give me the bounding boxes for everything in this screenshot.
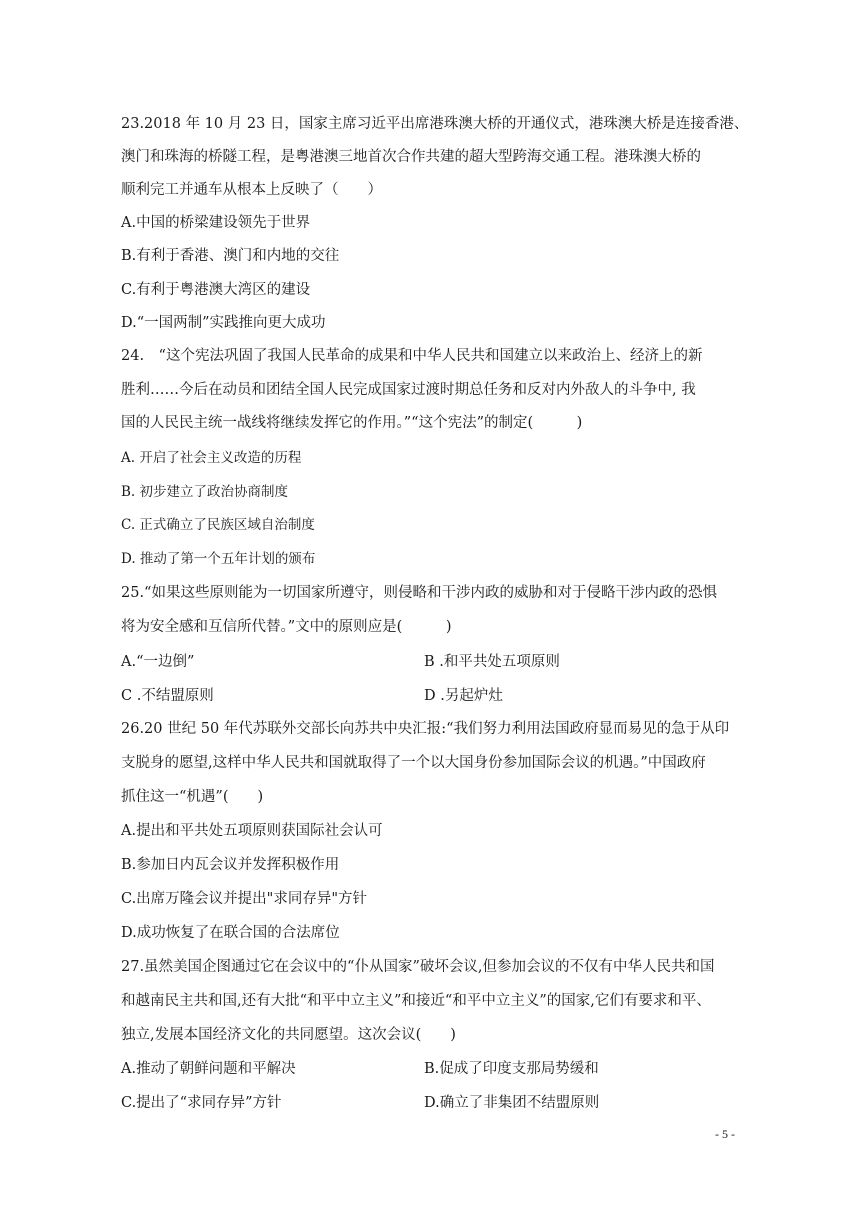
q24-option-c: C. 正式确立了民族区域自治制度	[121, 517, 315, 533]
q25-option-c: C .不结盟原则	[121, 688, 214, 704]
q26-stem-line-2: 支脱身的愿望,这样中华人民共和国就取得了一个以大国身份参加国际会议的机遇。”中国政府	[121, 755, 706, 771]
q24-stem-line-2: 胜利……今后在动员和团结全国人民完成国家过渡时期总任务和反对内外敌人的斗争中, 我	[121, 382, 696, 398]
q27-option-d: D.确立了非集团不结盟原则	[424, 1095, 600, 1111]
q23-stem-line-2: 澳门和珠海的桥隧工程，是粤港澳三地首次合作共建的超大型跨海交通工程。港珠澳大桥的	[121, 149, 701, 165]
q27-option-c: C.提出了“求同存异”方针	[121, 1095, 282, 1111]
q27-stem-line-2: 和越南民主共和国,还有大批“和平中立主义”和接近“和平中立主义”的国家,它们有要求和平、	[121, 993, 711, 1009]
page-number: - 5 -	[715, 1127, 735, 1141]
q23-stem-line-3: 顺利完工并通车从根本上反映了（ ）	[121, 182, 382, 198]
q26-stem-line-1: 26.20 世纪 50 年代苏联外交部长向苏共中央汇报:“我们努力利用法国政府显而易见的急于从印	[121, 721, 730, 737]
q27-stem-line-3: 独立,发展本国经济文化的共同愿望。这次会议( )	[121, 1027, 456, 1043]
q25-option-d: D .另起炉灶	[424, 688, 503, 704]
q25-option-a: A.“一边倒”	[121, 654, 195, 670]
q24-option-b: B. 初步建立了政治协商制度	[121, 484, 289, 500]
q26-option-c: C.出席万隆会议并提出"求同存异"方针	[121, 891, 368, 907]
q24-stem-line-1: 24. “这个宪法巩固了我国人民革命的成果和中华人民共和国建立以来政治上、经济上的新	[121, 348, 703, 364]
q24-option-d: D. 推动了第一个五年计划的颁布	[121, 551, 316, 567]
q23-option-a: A.中国的桥梁建设领先于世界	[121, 215, 311, 231]
q27-option-b: B.促成了印度支那局势缓和	[424, 1061, 599, 1077]
q26-stem-line-3: 抓住这一“机遇”( )	[121, 789, 264, 805]
q23-option-b: B.有利于香港、澳门和内地的交往	[121, 248, 340, 264]
q26-option-b: B.参加日内瓦会议并发挥积极作用	[121, 857, 340, 873]
q25-stem-line-2: 将为安全感和互信所代替。”文中的原则应是( )	[121, 619, 452, 635]
q26-option-d: D.成功恢复了在联合国的合法席位	[121, 925, 340, 941]
q23-option-d: D.“一国两制”实践推向更大成功	[121, 315, 326, 331]
q23-stem-line-1: 23.2018 年 10 月 23 日，国家主席习近平出席港珠澳大桥的开通仪式，港珠澳大桥是连接香港、	[121, 116, 749, 132]
q27-option-a: A.推动了朝鲜问题和平解决	[121, 1061, 296, 1077]
q25-stem-line-1: 25.“如果这些原则能为一切国家所遵守，则侵略和干涉内政的威胁和对于侵略干涉内政的恐惧	[121, 585, 717, 601]
q23-option-c: C.有利于粤港澳大湾区的建设	[121, 282, 311, 298]
q27-stem-line-1: 27.虽然美国企图通过它在会议中的“仆从国家”破坏会议,但参加会议的不仅有中华人民共和国	[121, 959, 715, 975]
q25-option-b: B .和平共处五项原则	[424, 654, 560, 670]
q24-stem-line-3: 国的人民民主统一战线将继续发挥它的作用。”“这个宪法”的制定( )	[121, 415, 583, 431]
q24-option-a: A. 开启了社会主义改造的历程	[121, 450, 302, 466]
q26-option-a: A.提出和平共处五项原则获国际社会认可	[121, 823, 383, 839]
